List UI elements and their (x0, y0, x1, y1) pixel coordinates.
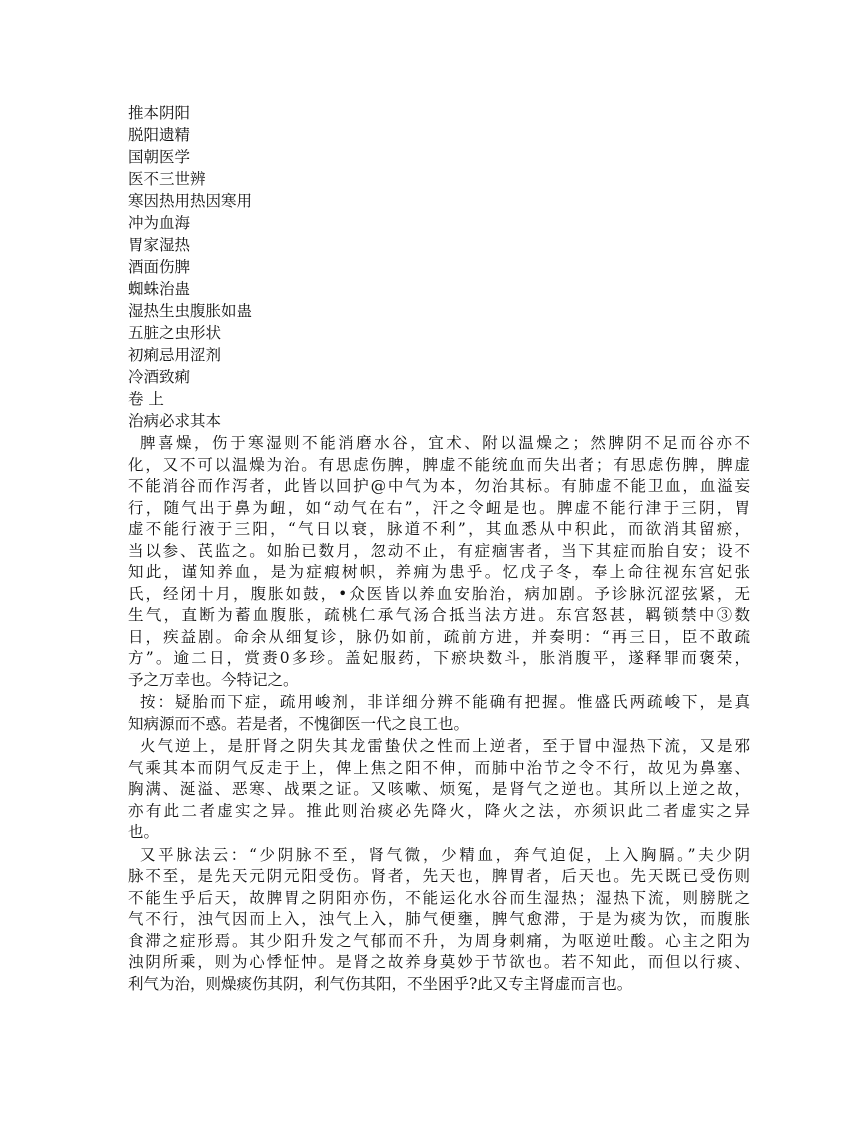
paragraph-line: 按：疑胎而下症，疏用峻剂，非详细分辨不能确有把握。惟盛氏两疏峻下，是真 (140, 693, 750, 711)
paragraph-line: 胸满、涎溢、恶寒、战栗之证。又咳嗽、烦冤，是肾气之逆也。其所以上逆之故， (128, 780, 750, 798)
paragraph-line: 脾喜燥，伤于寒湿则不能消磨水谷，宜术、附以温燥之；然脾阴不足而谷亦不 (140, 434, 750, 452)
section-heading: 酒面伤脾 (128, 258, 191, 276)
section-heading: 初痢忌用涩剂 (128, 346, 222, 364)
section-heading: 蜘蛛治蛊 (128, 280, 191, 298)
paragraph-line: 当以参、芪监之。如胎已数月，忽动不止，有症痼害者，当下其症而胎自安；设不 (128, 541, 750, 560)
paragraph-line: 虚不能行液于三阳，“气日以衰，脉道不利”，其血悉从中积此，而欲消其留瘀， (128, 520, 750, 538)
paragraph-line: 火气逆上，是肝肾之阴失其龙雷蛰伏之性而上逆者，至于冒中湿热下流，又是邪 (140, 737, 750, 755)
paragraph-line: 化，又不可以温燥为治。有思虑伤脾，脾虚不能统血而失出者；有思虑伤脾，脾虚 (128, 455, 750, 474)
paragraph-line: 利气为治，则燥痰伤其阴，利气伤其阳，不坐困乎?此又专主肾虚而言也。 (128, 974, 633, 993)
paragraph-line: 浊阴所乘，则为心悸怔忡。是肾之故养身莫妙于节欲也。若不知此，而但以行痰、 (128, 953, 750, 971)
paragraph-line: 日，疾益剧。命余从细复诊，脉仍如前，疏前方进，并奏明：“再三日，臣不敢疏 (128, 627, 750, 646)
paragraph (128, 845, 750, 996)
paragraph-line: 也。 (128, 823, 160, 841)
document-page (128, 102, 750, 995)
section-heading: 五脏之虫形状 (128, 324, 222, 342)
paragraph-line: 知病源而不惑。若是者，不愧御医一代之良工也。 (128, 714, 470, 733)
paragraph-line: 脉不至，是先天元阴元阳受伤。肾者，先天也，脾胃者，后天也。先天既已受伤则 (128, 867, 750, 885)
section-heading: 胃家湿热 (128, 236, 191, 254)
body-text (128, 433, 750, 995)
paragraph-line: 食滞之症形焉。其少阳升发之气郁而不升，为周身刺痛，为呕逆吐酸。心主之阳为 (128, 931, 750, 950)
paragraph-line: 予之万幸也。今特记之。 (128, 670, 299, 689)
section-heading: 国朝医学 (128, 148, 191, 166)
paragraph-line: 生气，直断为蓄血腹胀，疏桃仁承气汤合抵当法方进。东宫怒甚，羁锁禁中③数 (128, 606, 750, 624)
paragraph-line: 知此，谨知养血，是为症瘕树帜，养痈为患乎。忆戊子冬，奉上命往视东宫妃张 (128, 563, 750, 581)
paragraph-line: 方”。逾二日，赏赉0多珍。盖妃服药，下瘀块数斗，胀消腹平，遂释罪而褒荣， (128, 649, 750, 667)
section-heading: 推本阴阳 (128, 104, 191, 122)
paragraph-line: 行，随气出于鼻为衄，如“动气在右”，汗之令衄是也。脾虚不能行津于三阴，胃 (128, 498, 750, 517)
paragraph-line: 不能生乎后天，故脾胃之阴阳亦伤，不能运化水谷而生湿热；湿热下流，则膀胱之 (128, 888, 750, 907)
paragraph-line: 气乘其本而阴气反走于上，俾上焦之阳不伸，而肺中治节之令不行，故见为鼻塞、 (128, 758, 750, 777)
heading-list (128, 102, 750, 432)
paragraph (128, 692, 750, 735)
section-heading: 卷 上 (128, 390, 164, 408)
paragraph-line: 氏，经闭十月，腹胀如鼓，•众医皆以养血安胎治，病加剧。予诊脉沉涩弦紧，无 (128, 584, 750, 603)
section-heading: 湿热生虫腹胀如蛊 (128, 302, 253, 320)
paragraph-line: 又平脉法云：“少阴脉不至，肾气微，少精血，奔气迫促，上入胸膈。”夫少阴 (140, 845, 750, 864)
section-heading: 脱阳遗精 (128, 126, 191, 144)
paragraph-line: 不能消谷而作泻者，此皆以回护@中气为本，勿治其标。有肺虚不能卫血，血溢妄 (128, 477, 750, 495)
paragraph-line: 亦有此二者虚实之异。推此则治痰必先降火，降火之法，亦须识此二者虚实之异 (128, 801, 750, 820)
section-heading: 治病必求其本 (128, 412, 222, 430)
paragraph-line: 气不行，浊气因而上入，浊气上入，肺气便壅，脾气愈滞，于是为痰为饮，而腹胀 (128, 910, 750, 928)
paragraph (128, 433, 750, 691)
section-heading: 冲为血海 (128, 214, 191, 232)
section-heading: 医不三世辨 (128, 170, 206, 188)
section-heading: 冷酒致痢 (128, 368, 191, 386)
paragraph (128, 736, 750, 844)
section-heading: 寒因热用热因寒用 (128, 192, 253, 210)
